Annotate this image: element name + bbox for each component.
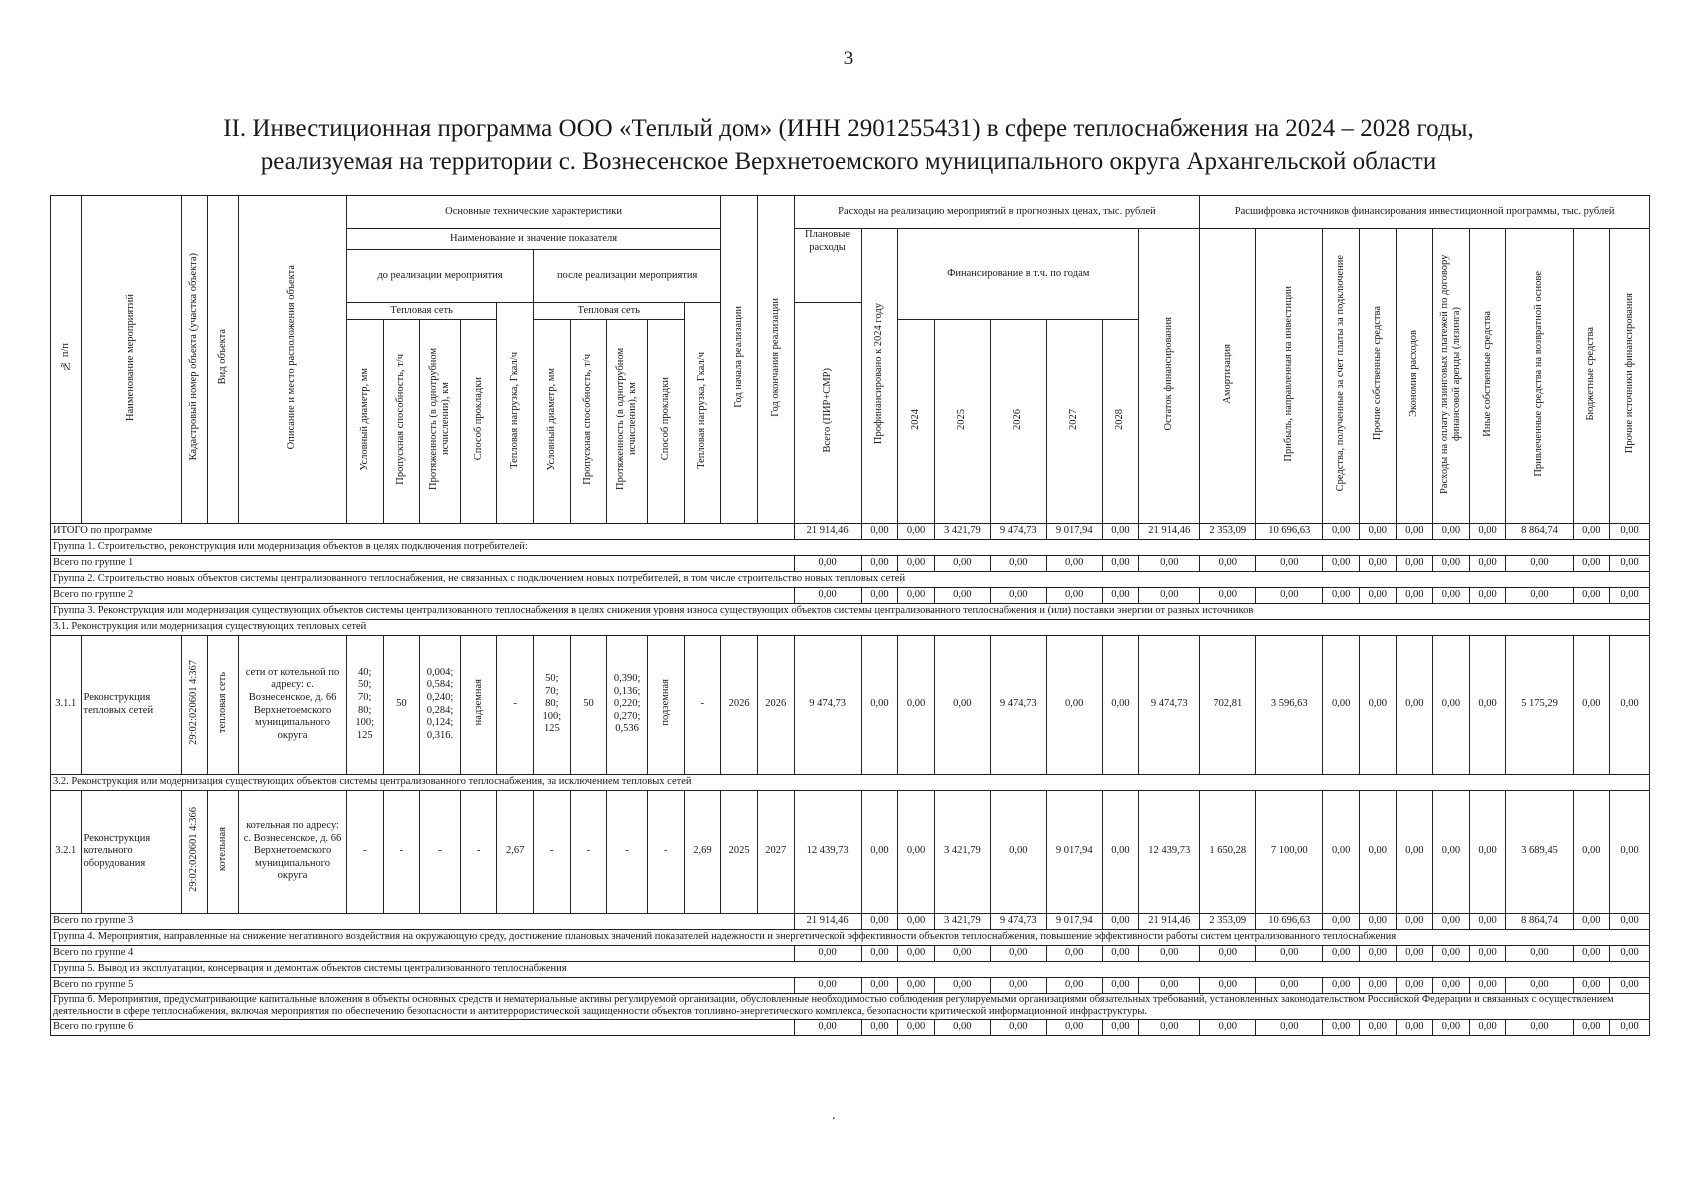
header-year-start: Год начала реализации	[721, 196, 758, 524]
value-cell: 0,00	[1046, 977, 1102, 993]
value-cell: 7 100,00	[1256, 790, 1323, 913]
value-cell: 0,00	[1323, 945, 1360, 961]
load-before: -	[497, 635, 534, 774]
header-financing-by-year: Финансирование в т.ч. по годам	[898, 229, 1139, 320]
header-heat-net-before: Тепловая сеть	[346, 303, 497, 320]
value-cell: 0,00	[1200, 945, 1256, 961]
investment-table	[50, 195, 1650, 1036]
group-1-title: Группа 1. Строительство, реконструкция или модернизация объектов в целях подключения потребителей:	[51, 539, 1650, 555]
value-cell: 0,00	[898, 587, 935, 603]
header-length-before: Протяженность (в однотрубном исчислении), км	[420, 320, 461, 524]
header-before: до реализации мероприятия	[346, 250, 533, 303]
value-cell: 0,00	[1256, 587, 1323, 603]
header-budget: Бюджетные средства	[1573, 229, 1610, 524]
group-4-row	[51, 929, 1650, 945]
value-cell: 0,00	[861, 913, 898, 929]
value-cell: 0,00	[934, 635, 990, 774]
value-cell: 0,00	[1469, 945, 1506, 961]
laying-after: подземная	[647, 635, 684, 774]
value-cell: 0,00	[1469, 913, 1506, 929]
header-profit: Прибыль, направленная на инвестиции	[1256, 229, 1323, 524]
subgroup-3-1-row	[51, 619, 1650, 635]
subgroup-3-2-row	[51, 774, 1650, 790]
value-cell: 2 353,09	[1200, 913, 1256, 929]
measure-name: Реконструкция тепловых сетей	[81, 635, 182, 774]
value-cell: 0,00	[1323, 1019, 1360, 1035]
value-cell: 8 864,74	[1506, 523, 1573, 539]
value-cell: 0,00	[1256, 977, 1323, 993]
laying-before: надземная	[460, 635, 497, 774]
value-cell: 0,00	[990, 945, 1046, 961]
subgroup-3-1-title: 3.1. Реконструкция или модернизация существующих тепловых сетей	[51, 619, 1650, 635]
value-cell: 0,00	[1573, 523, 1610, 539]
object-type: котельная	[207, 790, 239, 913]
header-borrowed: Привлеченные средства на возвратной основе	[1506, 229, 1573, 524]
capacity-before: -	[383, 790, 420, 913]
value-cell: 0,00	[1359, 587, 1396, 603]
header-connection-fee: Средства, полученные за счет платы за подключение	[1323, 229, 1360, 524]
value-cell: 0,00	[1469, 587, 1506, 603]
row-label: Всего по группе 3	[51, 913, 795, 929]
value-cell: 0,00	[1573, 635, 1610, 774]
value-cell: 0,00	[990, 1019, 1046, 1035]
table-row-3-2-1	[51, 790, 1650, 913]
laying-after: -	[647, 790, 684, 913]
object-location: сети от котельной по адресу: с. Вознесенское, д. 66 Верхнетоемского муниципального округа	[239, 635, 347, 774]
value-cell: 0,00	[861, 1019, 898, 1035]
measure-name: Реконструкция котельного оборудования	[81, 790, 182, 913]
value-cell: 2 353,09	[1200, 523, 1256, 539]
length-before: -	[420, 790, 461, 913]
value-cell: 0,00	[990, 977, 1046, 993]
header-planned: Плановые расходы	[794, 229, 861, 303]
cadastral-number: 29:02:020601 4:366	[182, 790, 207, 913]
group-2-row	[51, 571, 1650, 587]
title-line-1: II. Инвестиционная программа ООО «Теплый дом» (ИНН 2901255431) в сфере теплоснабжения на 2024 – 2028 годы,	[223, 115, 1474, 142]
length-after: 0,390; 0,136; 0,220; 0,270; 0,536	[607, 635, 648, 774]
value-cell: 0,00	[1046, 635, 1102, 774]
value-cell: 0,00	[1573, 790, 1610, 913]
row-number: 3.1.1	[51, 635, 82, 774]
value-cell: 0,00	[934, 977, 990, 993]
value-cell: 0,00	[1200, 977, 1256, 993]
value-cell: 0,00	[1573, 945, 1610, 961]
value-cell: 0,00	[1610, 587, 1650, 603]
value-cell: 0,00	[934, 1019, 990, 1035]
object-location: котельная по адресу: с. Вознесенское, д. 66 Верхнетоемского муниципального округа	[239, 790, 347, 913]
value-cell: 0,00	[861, 555, 898, 571]
value-cell: 0,00	[898, 913, 935, 929]
value-cell: 0,00	[1046, 1019, 1102, 1035]
group-4-title: Группа 4. Мероприятия, направленные на снижение негативного воздействия на окружающую среду, достижение плановых значений показателей надежности и энергетической эффективности объектов теплоснабжения, повышение эффективности работы систем централизованного теплоснабжения	[51, 929, 1650, 945]
value-cell: 0,00	[1610, 977, 1650, 993]
value-cell: 0,00	[1102, 977, 1139, 993]
value-cell: 12 439,73	[794, 790, 861, 913]
header-year-2028: 2028	[1102, 320, 1139, 524]
row-label: Всего по группе 5	[51, 977, 795, 993]
value-cell: 0,00	[1359, 790, 1396, 913]
group-5-row	[51, 961, 1650, 977]
value-cell: 0,00	[1139, 977, 1200, 993]
value-cell: 0,00	[1506, 555, 1573, 571]
length-before: 0,004; 0,584; 0,240; 0,284; 0,124; 0,316.	[420, 635, 461, 774]
value-cell: 0,00	[898, 635, 935, 774]
value-cell: 0,00	[1359, 1019, 1396, 1035]
value-cell: 0,00	[1396, 945, 1433, 961]
value-cell: 0,00	[1200, 1019, 1256, 1035]
diameter-before: 40; 50; 70; 80; 100; 125	[346, 635, 383, 774]
value-cell: 0,00	[1139, 1019, 1200, 1035]
value-cell: 0,00	[1102, 790, 1139, 913]
value-cell: 0,00	[794, 587, 861, 603]
header-other-own: Прочие собственные средства	[1359, 229, 1396, 524]
header-heat-net-after: Тепловая сеть	[534, 303, 685, 320]
value-cell: 0,00	[1396, 523, 1433, 539]
header-location: Описание и место расположения объекта	[239, 196, 347, 524]
value-cell: 12 439,73	[1139, 790, 1200, 913]
value-cell: 0,00	[861, 635, 898, 774]
value-cell: 0,00	[1256, 945, 1323, 961]
value-cell: 0,00	[1256, 1019, 1323, 1035]
value-cell: 0,00	[794, 977, 861, 993]
value-cell: 0,00	[1102, 635, 1139, 774]
value-cell: 3 421,79	[934, 790, 990, 913]
value-cell: 702,81	[1200, 635, 1256, 774]
row-label: Всего по группе 4	[51, 945, 795, 961]
value-cell: 0,00	[1469, 555, 1506, 571]
header-after: после реализации мероприятия	[534, 250, 721, 303]
header-leasing: Расходы на оплату лизинговых платежей по договору финансовой аренды (лизинга)	[1433, 229, 1470, 524]
value-cell: 0,00	[1359, 977, 1396, 993]
value-cell: 0,00	[1433, 635, 1470, 774]
header-prefinanced: Профинансировано к 2024 году	[861, 229, 898, 524]
value-cell: 0,00	[861, 790, 898, 913]
capacity-before: 50	[383, 635, 420, 774]
value-cell: 0,00	[1200, 555, 1256, 571]
load-after: 2,69	[684, 790, 721, 913]
row-label: ИТОГО по программе	[51, 523, 795, 539]
header-num: № п/п	[51, 196, 82, 524]
capacity-after: -	[570, 790, 607, 913]
value-cell: 9 474,73	[990, 635, 1046, 774]
title-line-2: реализуемая на территории с. Вознесенское Верхнетоемского муниципального округа Архангельской области	[260, 148, 1437, 175]
header-year-2026: 2026	[990, 320, 1046, 524]
value-cell: 10 696,63	[1256, 913, 1323, 929]
header-length-after: Протяженность (в однотрубном исчислении), км	[607, 320, 648, 524]
group-1-row	[51, 539, 1650, 555]
header-year-2025: 2025	[934, 320, 990, 524]
header-cadastral: Кадастровый номер объекта (участка объекта)	[182, 196, 207, 524]
value-cell: 0,00	[1323, 523, 1360, 539]
value-cell: 0,00	[1433, 790, 1470, 913]
value-cell: 0,00	[1469, 523, 1506, 539]
value-cell: 0,00	[1610, 635, 1650, 774]
value-cell: 0,00	[1573, 977, 1610, 993]
page-number: 3	[843, 48, 854, 69]
header-sources-main: Расшифровка источников финансирования инвестиционной программы, тыс. рублей	[1200, 196, 1650, 229]
value-cell: 0,00	[1046, 587, 1102, 603]
header-savings: Экономия расходов	[1396, 229, 1433, 524]
table-row-sum-6	[51, 1019, 1650, 1035]
value-cell: 0,00	[1506, 587, 1573, 603]
header-capacity-after: Пропускная способность, т/ч	[570, 320, 607, 524]
value-cell: 0,00	[1200, 587, 1256, 603]
value-cell: 0,00	[1359, 555, 1396, 571]
value-cell: 0,00	[1433, 913, 1470, 929]
group-6-title: Группа 6. Мероприятия, предусматривающие капитальные вложения в объекты основных средств и нематериальные активы регулируемой организации, обусловленные необходимостью соблюдения регулируемыми организациями обязательных требований, установленных законодательством Российской Федерации и связанных с осуществлением деятельности в сфере теплоснабжения, включая мероприятия по обеспечению безопасности и антитеррористической защищенности объектов топливно-энергетического комплекса, безопасности критической информационной инфраструктуры.	[51, 993, 1650, 1019]
value-cell: 0,00	[1573, 913, 1610, 929]
year-end: 2027	[757, 790, 794, 913]
group-5-title: Группа 5. Вывод из эксплуатации, консервация и демонтаж объектов системы централизованного теплоснабжения	[51, 961, 1650, 977]
header-year-2024: 2024	[898, 320, 935, 524]
value-cell: 9 017,94	[1046, 913, 1102, 929]
year-end: 2026	[757, 635, 794, 774]
diameter-before: -	[346, 790, 383, 913]
header-expenses-main: Расходы на реализацию мероприятий в прогнозных ценах, тыс. рублей	[794, 196, 1200, 229]
value-cell: 1 650,28	[1200, 790, 1256, 913]
value-cell: 9 017,94	[1046, 790, 1102, 913]
value-cell: 0,00	[1506, 945, 1573, 961]
value-cell: 0,00	[1359, 913, 1396, 929]
header-laying-before: Способ прокладки	[460, 320, 497, 524]
value-cell: 3 421,79	[934, 913, 990, 929]
diameter-after: -	[534, 790, 571, 913]
value-cell: 0,00	[1573, 1019, 1610, 1035]
value-cell: 0,00	[934, 587, 990, 603]
value-cell: 0,00	[1610, 913, 1650, 929]
table-row-sum-1	[51, 555, 1650, 571]
value-cell: 0,00	[1610, 523, 1650, 539]
value-cell: 0,00	[1359, 635, 1396, 774]
object-type: тепловая сеть	[207, 635, 239, 774]
value-cell: 0,00	[1396, 555, 1433, 571]
value-cell: 0,00	[1433, 977, 1470, 993]
row-label: Всего по группе 2	[51, 587, 795, 603]
value-cell: 0,00	[861, 945, 898, 961]
value-cell: 0,00	[1102, 587, 1139, 603]
year-start: 2026	[721, 635, 758, 774]
value-cell: 0,00	[990, 555, 1046, 571]
value-cell: 0,00	[1256, 555, 1323, 571]
table-row-sum-5	[51, 977, 1650, 993]
value-cell: 21 914,46	[1139, 523, 1200, 539]
cadastral-number: 29:02:020601 4:367	[182, 635, 207, 774]
value-cell: 0,00	[1396, 1019, 1433, 1035]
value-cell: 0,00	[1610, 790, 1650, 913]
group-2-title: Группа 2. Строительство новых объектов системы централизованного теплоснабжения, не связанных с подключением новых потребителей, в том числе строительство новых тепловых сетей	[51, 571, 1650, 587]
value-cell: 0,00	[1102, 945, 1139, 961]
value-cell: 3 596,63	[1256, 635, 1323, 774]
value-cell: 0,00	[1433, 555, 1470, 571]
group-3-title: Группа 3. Реконструкция или модернизация существующих объектов системы централизованного теплоснабжения в целях снижения уровня износа существующих объектов системы централизованного теплоснабжения и (или) поставки энергии от разных источников	[51, 603, 1650, 619]
value-cell: 0,00	[861, 587, 898, 603]
value-cell: 9 474,73	[794, 635, 861, 774]
value-cell: 0,00	[1433, 1019, 1470, 1035]
value-cell: 0,00	[898, 977, 935, 993]
value-cell: 0,00	[1139, 945, 1200, 961]
header-capacity-before: Пропускная способность, т/ч	[383, 320, 420, 524]
value-cell: 0,00	[1396, 587, 1433, 603]
value-cell: 0,00	[1433, 945, 1470, 961]
stray-mark: .	[832, 1108, 836, 1123]
value-cell: 0,00	[1573, 587, 1610, 603]
header-laying-after: Способ прокладки	[647, 320, 684, 524]
value-cell: 0,00	[861, 523, 898, 539]
value-cell: 0,00	[1139, 587, 1200, 603]
value-cell: 0,00	[1506, 977, 1573, 993]
value-cell: 9 474,73	[990, 523, 1046, 539]
value-cell: 21 914,46	[794, 913, 861, 929]
value-cell: 0,00	[1469, 1019, 1506, 1035]
length-after: -	[607, 790, 648, 913]
value-cell: 0,00	[1323, 977, 1360, 993]
investment-table-wrapper	[50, 195, 1650, 1036]
value-cell: 0,00	[1323, 587, 1360, 603]
capacity-after: 50	[570, 635, 607, 774]
table-row-total	[51, 523, 1650, 539]
value-cell: 0,00	[1323, 635, 1360, 774]
value-cell: 0,00	[1046, 555, 1102, 571]
value-cell: 0,00	[898, 945, 935, 961]
value-cell: 10 696,63	[1256, 523, 1323, 539]
table-row-sum-2	[51, 587, 1650, 603]
value-cell: 0,00	[1323, 913, 1360, 929]
value-cell: 21 914,46	[794, 523, 861, 539]
header-remainder: Остаток финансирования	[1139, 229, 1200, 524]
header-heat-load-after: Тепловая нагрузка, Гкал/ч	[684, 303, 721, 524]
value-cell: 0,00	[898, 523, 935, 539]
header-other-sources: Прочие источники финансирования	[1610, 229, 1650, 524]
header-heat-load-before: Тепловая нагрузка, Гкал/ч	[497, 303, 534, 524]
value-cell: 9 017,94	[1046, 523, 1102, 539]
value-cell: 0,00	[1469, 790, 1506, 913]
value-cell: 0,00	[1610, 945, 1650, 961]
laying-before: -	[460, 790, 497, 913]
value-cell: 0,00	[990, 790, 1046, 913]
value-cell: 0,00	[1469, 635, 1506, 774]
value-cell: 0,00	[934, 555, 990, 571]
value-cell: 0,00	[898, 790, 935, 913]
load-before: 2,67	[497, 790, 534, 913]
value-cell: 0,00	[990, 587, 1046, 603]
value-cell: 21 914,46	[1139, 913, 1200, 929]
value-cell: 0,00	[934, 945, 990, 961]
document-title	[100, 112, 1597, 178]
value-cell: 0,00	[1102, 913, 1139, 929]
value-cell: 0,00	[1102, 1019, 1139, 1035]
value-cell: 0,00	[898, 1019, 935, 1035]
value-cell: 0,00	[1102, 555, 1139, 571]
header-total-pir: Всего (ПИР+СМР)	[794, 303, 861, 524]
table-row-sum-4	[51, 945, 1650, 961]
year-start: 2025	[721, 790, 758, 913]
row-label: Всего по группе 6	[51, 1019, 795, 1035]
value-cell: 8 864,74	[1506, 913, 1573, 929]
value-cell: 9 474,73	[990, 913, 1046, 929]
value-cell: 9 474,73	[1139, 635, 1200, 774]
value-cell: 0,00	[794, 945, 861, 961]
table-row-3-1-1	[51, 635, 1650, 774]
value-cell: 0,00	[1139, 555, 1200, 571]
value-cell: 0,00	[1396, 913, 1433, 929]
value-cell: 0,00	[1610, 555, 1650, 571]
value-cell: 0,00	[1323, 790, 1360, 913]
header-tech-main: Основные технические характеристики	[346, 196, 720, 229]
group-3-row	[51, 603, 1650, 619]
value-cell: 0,00	[1610, 1019, 1650, 1035]
value-cell: 0,00	[1573, 555, 1610, 571]
value-cell: 0,00	[1433, 587, 1470, 603]
header-indicator: Наименование и значение показателя	[346, 229, 720, 250]
value-cell: 3 689,45	[1506, 790, 1573, 913]
group-6-row	[51, 993, 1650, 1019]
row-label: Всего по группе 1	[51, 555, 795, 571]
subgroup-3-2-title: 3.2. Реконструкция или модернизация существующих объектов системы централизованного теплоснабжения, за исключением тепловых сетей	[51, 774, 1650, 790]
header-diameter-before: Условный диаметр, мм	[346, 320, 383, 524]
value-cell: 0,00	[1506, 1019, 1573, 1035]
header-object-type: Вид объекта	[207, 196, 239, 524]
header-name: Наименование мероприятий	[81, 196, 182, 524]
value-cell: 0,00	[1469, 977, 1506, 993]
value-cell: 0,00	[1396, 635, 1433, 774]
load-after: -	[684, 635, 721, 774]
header-year-2027: 2027	[1046, 320, 1102, 524]
value-cell: 0,00	[1359, 945, 1396, 961]
header-amortization: Амортизация	[1200, 229, 1256, 524]
value-cell: 0,00	[1046, 945, 1102, 961]
value-cell: 3 421,79	[934, 523, 990, 539]
value-cell: 5 175,29	[1506, 635, 1573, 774]
diameter-after: 50; 70; 80; 100; 125	[534, 635, 571, 774]
table-row-sum-3	[51, 913, 1650, 929]
value-cell: 0,00	[898, 555, 935, 571]
value-cell: 0,00	[1102, 523, 1139, 539]
header-year-end: Год окончания реализации	[757, 196, 794, 524]
value-cell: 0,00	[1359, 523, 1396, 539]
value-cell: 0,00	[1323, 555, 1360, 571]
value-cell: 0,00	[794, 555, 861, 571]
value-cell: 0,00	[861, 977, 898, 993]
value-cell: 0,00	[1433, 523, 1470, 539]
value-cell: 0,00	[794, 1019, 861, 1035]
value-cell: 0,00	[1396, 977, 1433, 993]
row-number: 3.2.1	[51, 790, 82, 913]
value-cell: 0,00	[1396, 790, 1433, 913]
header-diameter-after: Условный диаметр, мм	[534, 320, 571, 524]
header-other-own-2: Иные собственные средства	[1469, 229, 1506, 524]
